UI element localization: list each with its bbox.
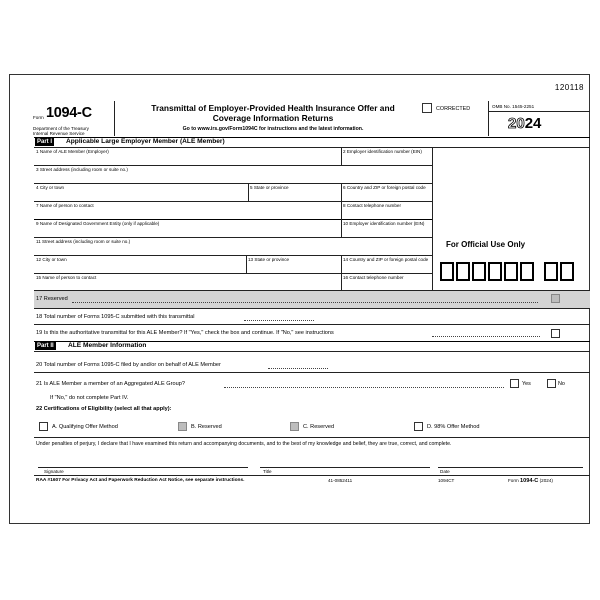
form-1094c xyxy=(9,74,590,524)
field-7-input[interactable] xyxy=(36,209,340,218)
option-b-checkbox xyxy=(178,422,187,431)
part2-label: Part II xyxy=(37,343,54,349)
field-8-input[interactable] xyxy=(343,209,431,218)
dept-line2: Internal Revenue Service xyxy=(33,131,85,136)
field-5-input[interactable] xyxy=(250,191,340,200)
line-18-input[interactable] xyxy=(316,313,588,322)
signature-input[interactable] xyxy=(38,455,248,467)
field-2-input[interactable] xyxy=(343,155,431,164)
field-1-input[interactable] xyxy=(36,155,341,164)
field-2-label: 2 Employer identification number (EIN) xyxy=(343,149,422,154)
line-21-yes-checkbox[interactable] xyxy=(510,379,519,388)
signature-label: Signature xyxy=(44,469,64,474)
line-21-no-checkbox[interactable] xyxy=(547,379,556,388)
line-20-label: 20 Total number of Forms 1095-C filed by and/or on behalf of ALE Member xyxy=(36,362,221,368)
line-17-checkbox xyxy=(551,294,560,303)
field-13-input[interactable] xyxy=(248,263,340,272)
official-use-blocks xyxy=(440,262,580,282)
field-9-input[interactable] xyxy=(36,227,340,236)
option-a-checkbox[interactable] xyxy=(39,422,48,431)
line-19-label: 19 Is this the authoritative transmittal for this ALE Member? If "Yes," check the box and continue. If "No," see instructions xyxy=(36,330,334,336)
line-21-note: If "No," do not complete Part IV. xyxy=(50,395,129,401)
footer-code1: 41-0852411 xyxy=(328,478,353,483)
line-21-label: 21 Is ALE Member a member of an Aggregated ALE Group? xyxy=(36,381,185,387)
field-16-input[interactable] xyxy=(343,281,431,289)
line-18-label: 18 Total number of Forms 1095-C submitted with this transmittal xyxy=(36,314,195,320)
field-15-label: 15 Name of person to contact xyxy=(36,275,97,280)
title-input[interactable] xyxy=(260,455,430,467)
field-14-input[interactable] xyxy=(343,263,431,272)
field-3-input[interactable] xyxy=(36,173,430,182)
field-10-label: 10 Employer identification number (EIN) xyxy=(343,221,425,226)
tax-year xyxy=(508,115,541,132)
line-19-checkbox[interactable] xyxy=(551,329,560,338)
option-a-label: A. Qualifying Offer Method xyxy=(52,424,118,430)
tax-year-outline: 20 xyxy=(508,115,525,132)
part2-title: ALE Member Information xyxy=(68,342,147,349)
field-5-label: 5 State or province xyxy=(250,185,289,190)
field-8-label: 8 Contact telephone number xyxy=(343,203,401,208)
scan-code: 120118 xyxy=(554,83,584,92)
option-c-label: C. Reserved xyxy=(303,424,335,430)
form-title-2: Coverage Information Returns xyxy=(212,113,334,123)
footer-form-num: 1094-C xyxy=(520,478,539,484)
omb-number: OMB No. 1545-2251 xyxy=(492,104,535,109)
option-c-checkbox xyxy=(290,422,299,431)
form-number: 1094-C xyxy=(46,105,92,121)
form-prefix: Form xyxy=(33,115,44,120)
corrected-checkbox[interactable] xyxy=(422,103,432,113)
field-6-input[interactable] xyxy=(343,191,431,200)
official-use-label: For Official Use Only xyxy=(446,240,526,249)
line-20-input[interactable] xyxy=(330,361,588,370)
part1-label: Part I xyxy=(37,139,53,145)
field-4-label: 4 City or town xyxy=(36,185,65,190)
corrected-label: CORRECTED xyxy=(436,106,471,112)
line-22-label: 22 Certifications of Eligibility (select all that apply): xyxy=(36,406,172,412)
field-7-label: 7 Name of person to contact xyxy=(36,203,94,208)
date-label: Date xyxy=(440,469,450,474)
part1-title: Applicable Large Employer Member (ALE Member) xyxy=(66,138,225,145)
option-d-checkbox[interactable] xyxy=(414,422,423,431)
perjury-statement: Under penalties of perjury, I declare that I have examined this return and accompanying documents, and to the best of my knowledge and belief, they are true, correct, and complete. xyxy=(36,441,452,447)
field-4-input[interactable] xyxy=(36,191,246,200)
field-11-input[interactable] xyxy=(36,245,430,254)
field-3-label: 3 Street address (including room or suite no.) xyxy=(36,167,128,172)
field-16-label: 16 Contact telephone number xyxy=(343,275,404,280)
line-17-label: 17 Reserved xyxy=(36,296,68,302)
field-12-input[interactable] xyxy=(36,263,244,272)
footer-code2: 1094CT xyxy=(438,478,455,483)
line-21-no-label: No xyxy=(558,381,565,387)
goto-instructions: Go to www.irs.gov/Form1094C for instructions and the latest information. xyxy=(182,126,364,132)
field-10-input[interactable] xyxy=(343,227,431,236)
field-6-label: 6 Country and ZIP or foreign postal code xyxy=(343,185,426,190)
field-1-label: 1 Name of ALE Member (Employer) xyxy=(36,149,109,154)
footer-form-prefix: Form xyxy=(508,478,519,483)
date-input[interactable] xyxy=(438,455,583,467)
tax-year-bold: 24 xyxy=(524,115,542,132)
footer-raa: RAA #1607 For Privacy Act and Paperwork Reduction Act Notice, see separate instructions. xyxy=(36,478,245,483)
footer-year: (2024) xyxy=(539,478,553,483)
field-15-input[interactable] xyxy=(36,281,340,289)
line-21-yes-label: Yes xyxy=(522,381,531,387)
footer-form-ref xyxy=(508,478,553,484)
title-label: Title xyxy=(263,469,272,474)
field-12-label: 12 City or town xyxy=(36,257,67,262)
field-11-label: 11 Street address (including room or suite no.) xyxy=(36,239,131,244)
field-13-label: 13 State or province xyxy=(248,257,290,262)
field-9-label: 9 Name of Designated Government Entity (only if applicable) xyxy=(36,221,160,226)
option-d-label: D. 98% Offer Method xyxy=(427,424,480,430)
field-14-label: 14 Country and ZIP or foreign postal code xyxy=(343,257,429,262)
dept-line1: Department of the Treasury xyxy=(33,126,89,131)
option-b-label: B. Reserved xyxy=(191,424,222,430)
form-title-1: Transmittal of Employer-Provided Health Insurance Offer and xyxy=(151,103,395,113)
